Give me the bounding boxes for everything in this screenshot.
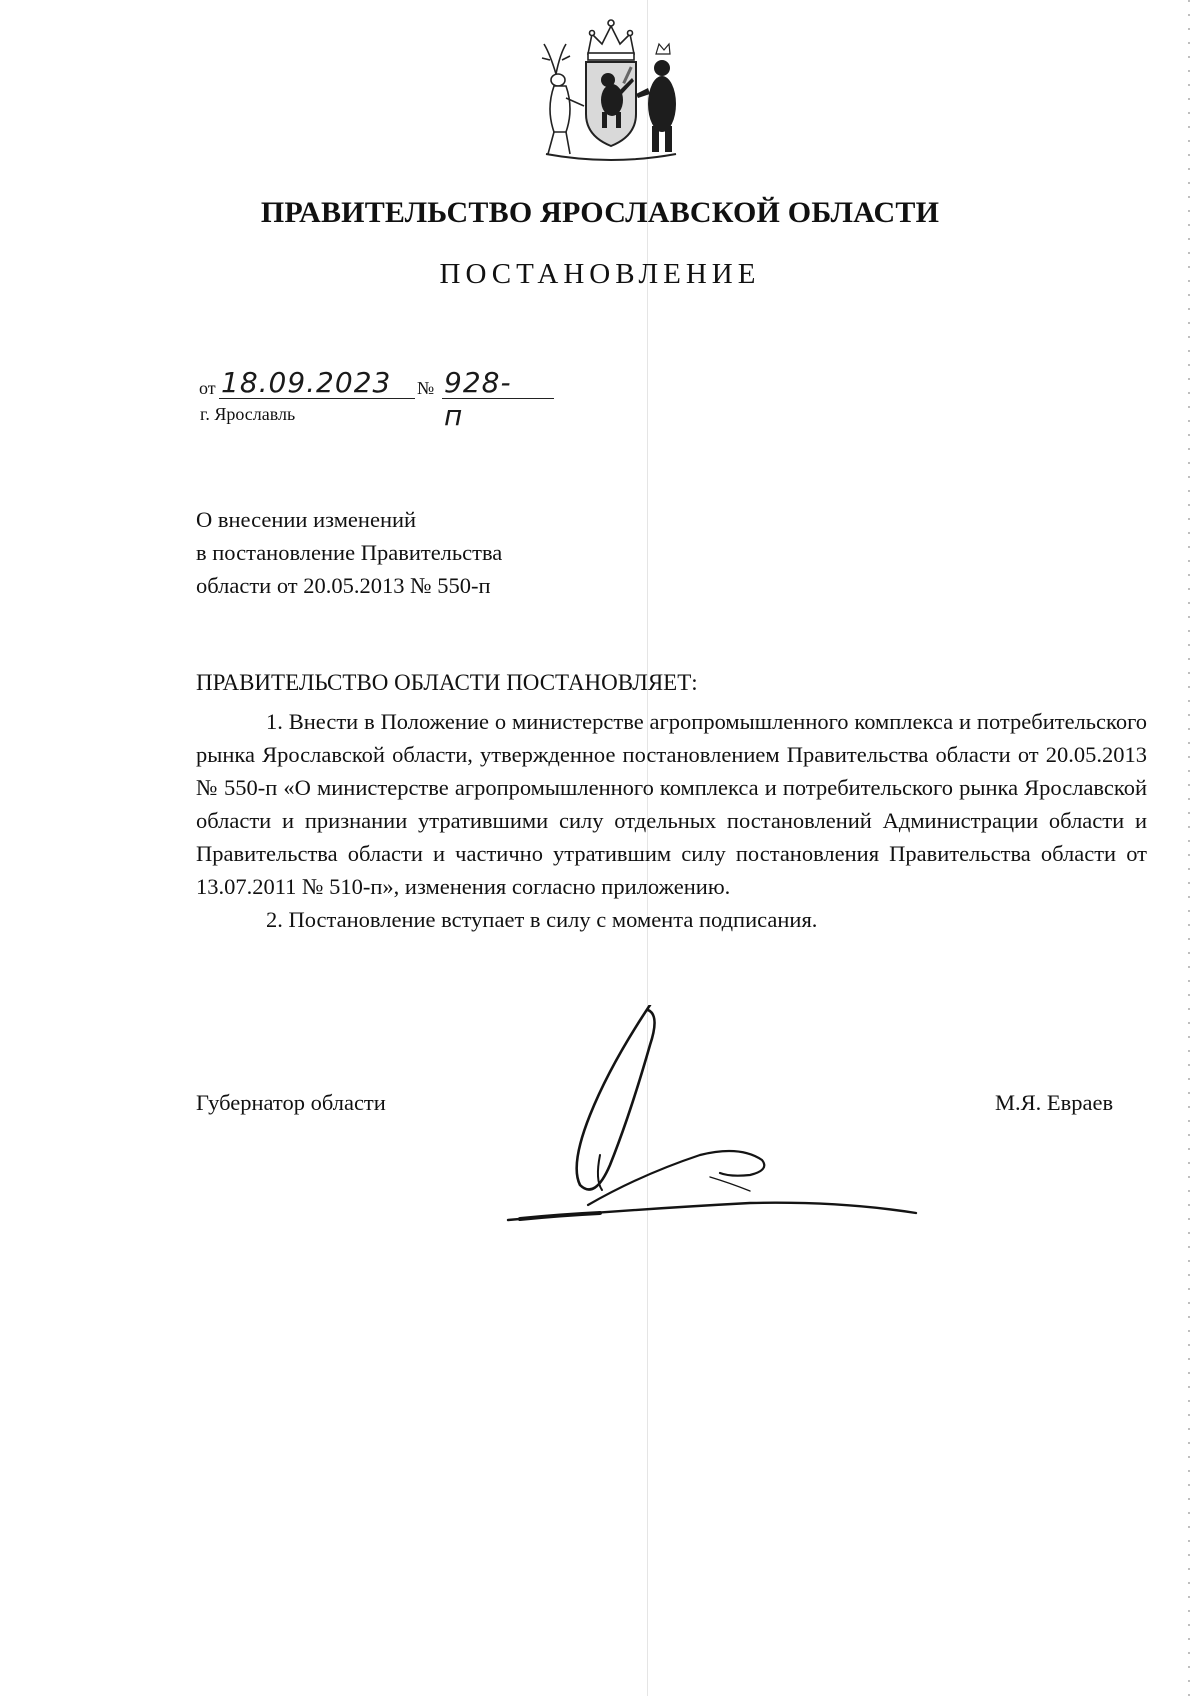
decree-heading: ПРАВИТЕЛЬСТВО ОБЛАСТИ ПОСТАНОВЛЯЕТ: [196,670,698,695]
date-prefix: от [199,378,216,398]
handwritten-signature [500,1005,930,1235]
signatory-name: М.Я. Евраев [995,1090,1114,1115]
subject-line: области от 20.05.2013 № 550-п [196,573,491,598]
handwritten-number: 928-п [444,366,512,432]
city-line: г. Ярославль [200,404,296,424]
handwritten-date: 18.09.2023 [221,366,392,399]
coat-of-arms-icon [536,14,686,166]
government-title: ПРАВИТЕЛЬСТВО ЯРОСЛАВСКОЙ ОБЛАСТИ [260,196,940,229]
subject-line: в постановление Правительства [196,540,503,565]
document-body [196,705,1147,936]
number-prefix: № [417,378,435,398]
scan-edge-marks [1188,0,1190,1696]
paragraph-1: 1. Внести в Положение о министерстве агропромышленного комплекса и потребительского рынка Ярославской области, утвержденное постановлением Правительства области от 20.05.2013 № 550-п «О министерстве агропромышленного комплекса и потребительского рынка Ярославской области и признании утратившими силу отдельных постановлений Администрации области и Правительства области и частично утратившим силу постановления Правительства области от 13.07.2011 № 510-п», изменения согласно приложению. [196,709,1147,899]
subject-line: О внесении изменений [196,507,417,532]
signatory-position: Губернатор области [196,1090,386,1115]
document-type: ПОСТАНОВЛЕНИЕ [439,258,761,290]
paragraph-2: 2. Постановление вступает в силу с момента подписания. [266,907,818,932]
document-subject [196,503,502,602]
